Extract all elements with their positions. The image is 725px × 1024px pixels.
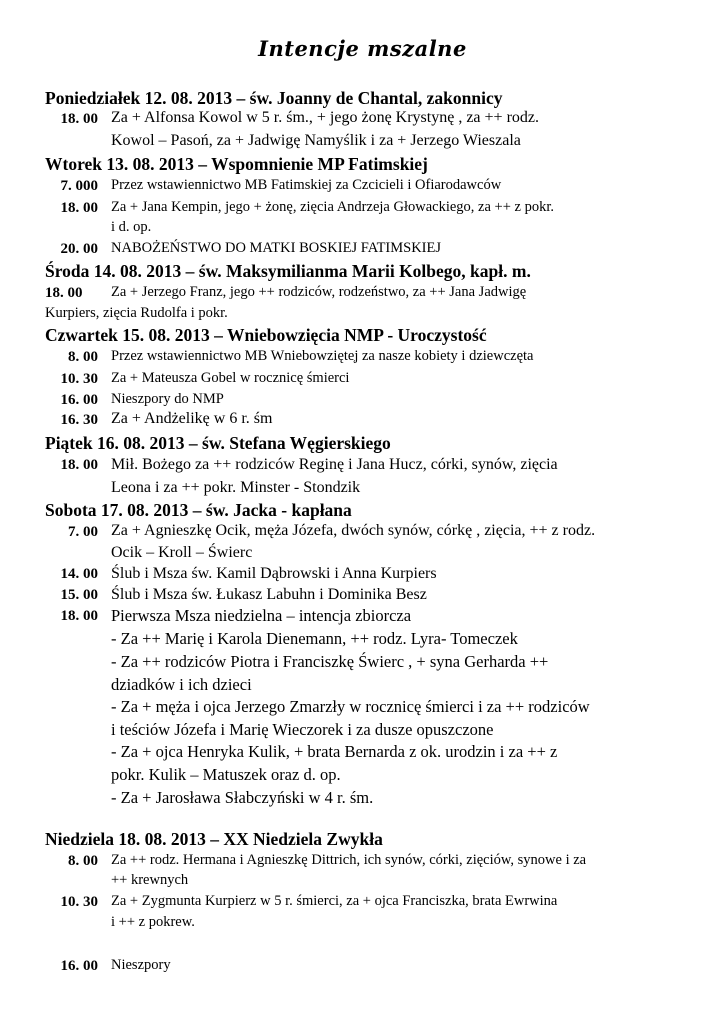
intention-line: Przez wstawiennictwo MB Fatimskiej za Czcicieli i Ofiarodawców: [111, 177, 502, 193]
day-header-tuesday: Wtorek 13. 08. 2013 – Wspomnienie MP Fatimskiej: [45, 154, 428, 174]
intention-line: Nieszpory do NMP: [111, 391, 224, 407]
mass-time: 18. 00: [60, 200, 98, 216]
intention-line: Za + Alfonsa Kowol w 5 r. śm., + jego żonę Krystynę , za ++ rodz.: [111, 109, 540, 126]
intention-line: - Za + męża i ojca Jerzego Zmarzły w rocznicę śmierci i za ++ rodziców: [111, 697, 590, 716]
day-header-saturday: Sobota 17. 08. 2013 – św. Jacka - kapłana: [45, 500, 352, 520]
intention-line: Ocik – Kroll – Świerc: [111, 544, 253, 561]
intention-line: Za + Zygmunta Kurpierz w 5 r. śmierci, za + ojca Franciszka, brata Ewrwina: [111, 893, 558, 909]
mass-time: 16. 00: [60, 958, 98, 974]
day-header-wednesday: Środa 14. 08. 2013 – św. Maksymilianma Marii Kolbego, kapł. m.: [45, 261, 531, 281]
intention-line: - Za ++ rodziców Piotra i Franciszkę Świerc , + syna Gerharda ++: [111, 652, 549, 671]
intention-line: i d. op.: [111, 219, 152, 235]
intention-line: - Za ++ Marię i Karola Dienemann, ++ rodz. Lyra- Tomeczek: [111, 629, 518, 648]
intention-line: Ślub i Msza św. Łukasz Labuhn i Dominika Besz: [111, 586, 427, 603]
intention-line: Ślub i Msza św. Kamil Dąbrowski i Anna Kurpiers: [111, 565, 437, 582]
intention-line: Kurpiers, zięcia Rudolfa i pokr.: [45, 305, 228, 321]
intention-line: Nieszpory: [111, 957, 171, 973]
mass-time: 18. 00: [60, 457, 98, 473]
intention-line: Za + Mateusza Gobel w rocznicę śmierci: [111, 370, 350, 386]
mass-time: 18. 00: [60, 111, 98, 127]
day-header-monday: Poniedziałek 12. 08. 2013 – św. Joanny de Chantal, zakonnicy: [45, 88, 503, 108]
intention-line: i teściów Józefa i Marię Wieczorek i za dusze opuszczone: [111, 720, 494, 739]
mass-time: 8. 00: [68, 349, 98, 365]
day-header-sunday: Niedziela 18. 08. 2013 – XX Niedziela Zwykła: [45, 829, 383, 849]
intention-line: pokr. Kulik – Matuszek oraz d. op.: [111, 765, 341, 784]
mass-time: 10. 30: [60, 894, 98, 910]
mass-time: 7. 00: [68, 524, 98, 540]
mass-time: 16. 30: [60, 412, 98, 428]
intention-line: ++ krewnych: [111, 872, 189, 888]
intention-line: dziadków i ich dzieci: [111, 675, 252, 694]
intention-line: Pierwsza Msza niedzielna – intencja zbiorcza: [111, 606, 412, 625]
intention-line: Przez wstawiennictwo MB Wniebowzięte̜j za nasze kobiety i dziewczęta: [111, 348, 534, 364]
intention-line: - Za + Jarosława Słabczyński w 4 r. śm.: [111, 788, 374, 807]
intention-line: Kowol – Pasoń, za + Jadwigę Namyślik i za + Jerzego Wieszala: [111, 132, 521, 149]
intention-line: Za + Andżelikę w 6 r. śm: [111, 410, 273, 427]
intention-line: NABOŻEŃSTWO DO MATKI BOSKIEJ FATIMSKIEJ: [111, 240, 442, 256]
mass-time: 7. 000: [60, 178, 98, 194]
intention-line: Za ++ rodz. Hermana i Agnieszkę Dittrich, ich synów, córki, zięciów, synowe i za: [111, 852, 587, 868]
intention-line: Za + Agnieszkę Ocik, męża Józefa, dwóch synów, córkę , zięcia, ++ z rodz.: [111, 522, 596, 539]
intention-line: Leona i za ++ pokr. Minster - Stondzik: [111, 479, 361, 496]
mass-time: 18. 00: [45, 285, 83, 301]
intention-line: Za + Jana Kempin, jego + żonę, zięcia Andrzeja Głowackiego, za ++ z pokr.: [111, 199, 554, 215]
intention-line: i ++ z pokrew.: [111, 914, 195, 930]
intention-line: Za + Jerzego Franz, jego ++ rodziców, rodzeństwo, za ++ Jana Jadwigę: [111, 284, 527, 300]
intention-line: Mił. Bożego za ++ rodziców Reginę i Jana Hucz, córki, synów, zięcia: [111, 456, 558, 473]
day-header-friday: Piątek 16. 08. 2013 – św. Stefana Węgierskiego: [45, 433, 391, 453]
mass-time: 16. 00: [60, 392, 98, 408]
mass-time: 15. 00: [60, 587, 98, 603]
mass-time: 20. 00: [60, 241, 98, 257]
page-title: Intencje mszalne: [258, 36, 467, 61]
mass-time: 8. 00: [68, 853, 98, 869]
mass-time: 18. 00: [60, 608, 98, 624]
mass-time: 10. 30: [60, 371, 98, 387]
intention-line: - Za + ojca Henryka Kulik, + brata Bernarda z ok. urodzin i za ++ z: [111, 742, 558, 761]
mass-time: 14. 00: [60, 566, 98, 582]
day-header-thursday: Czwartek 15. 08. 2013 – Wniebowzięcia NMP - Uroczystość: [45, 325, 487, 345]
